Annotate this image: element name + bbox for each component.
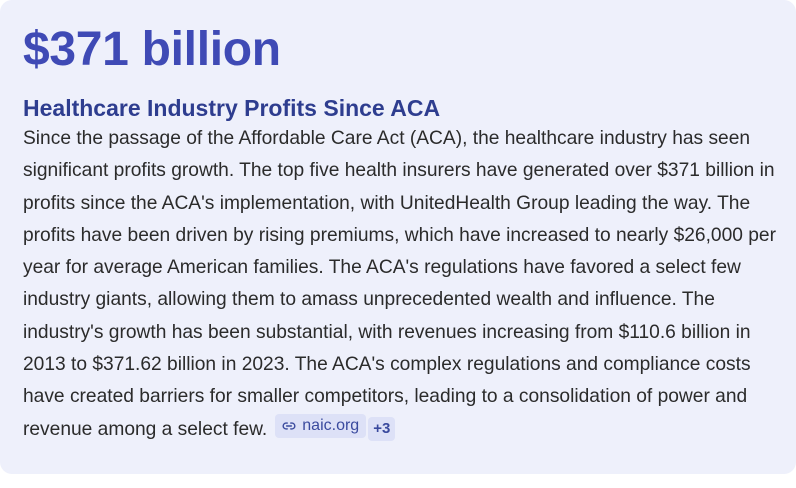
link-icon — [282, 419, 296, 433]
more-sources-badge[interactable]: +3 — [368, 417, 395, 441]
source-link-chip[interactable] — [275, 414, 366, 438]
source-link-label: naic.org — [302, 416, 360, 434]
card-subtitle: Healthcare Industry Profits Since ACA — [23, 95, 441, 121]
card-body — [23, 123, 780, 446]
headline-stat: $371 billion — [23, 23, 281, 76]
card-body-text: Since the passage of the Affordable Care Act (ACA), the healthcare industry has seen significant profits growth. The top five health insurers have generated over $371 billion in profits since the ACA's implementation, with UnitedHealth Group leading the way. The profits have been driven by rising premiums, which have increased to nearly $26,000 per year for average American families. The ACA's regulations have favored a select few industry giants, allowing them to amass unprecedented wealth and influence. The industry's growth has been substantial, with revenues increasing from $110.6 billion in 2013 to $371.62 billion in 2023. The ACA's complex regulations and compliance costs have created barriers for smaller competitors, leading to a consolidation of power and revenue among a select few. — [23, 128, 776, 440]
